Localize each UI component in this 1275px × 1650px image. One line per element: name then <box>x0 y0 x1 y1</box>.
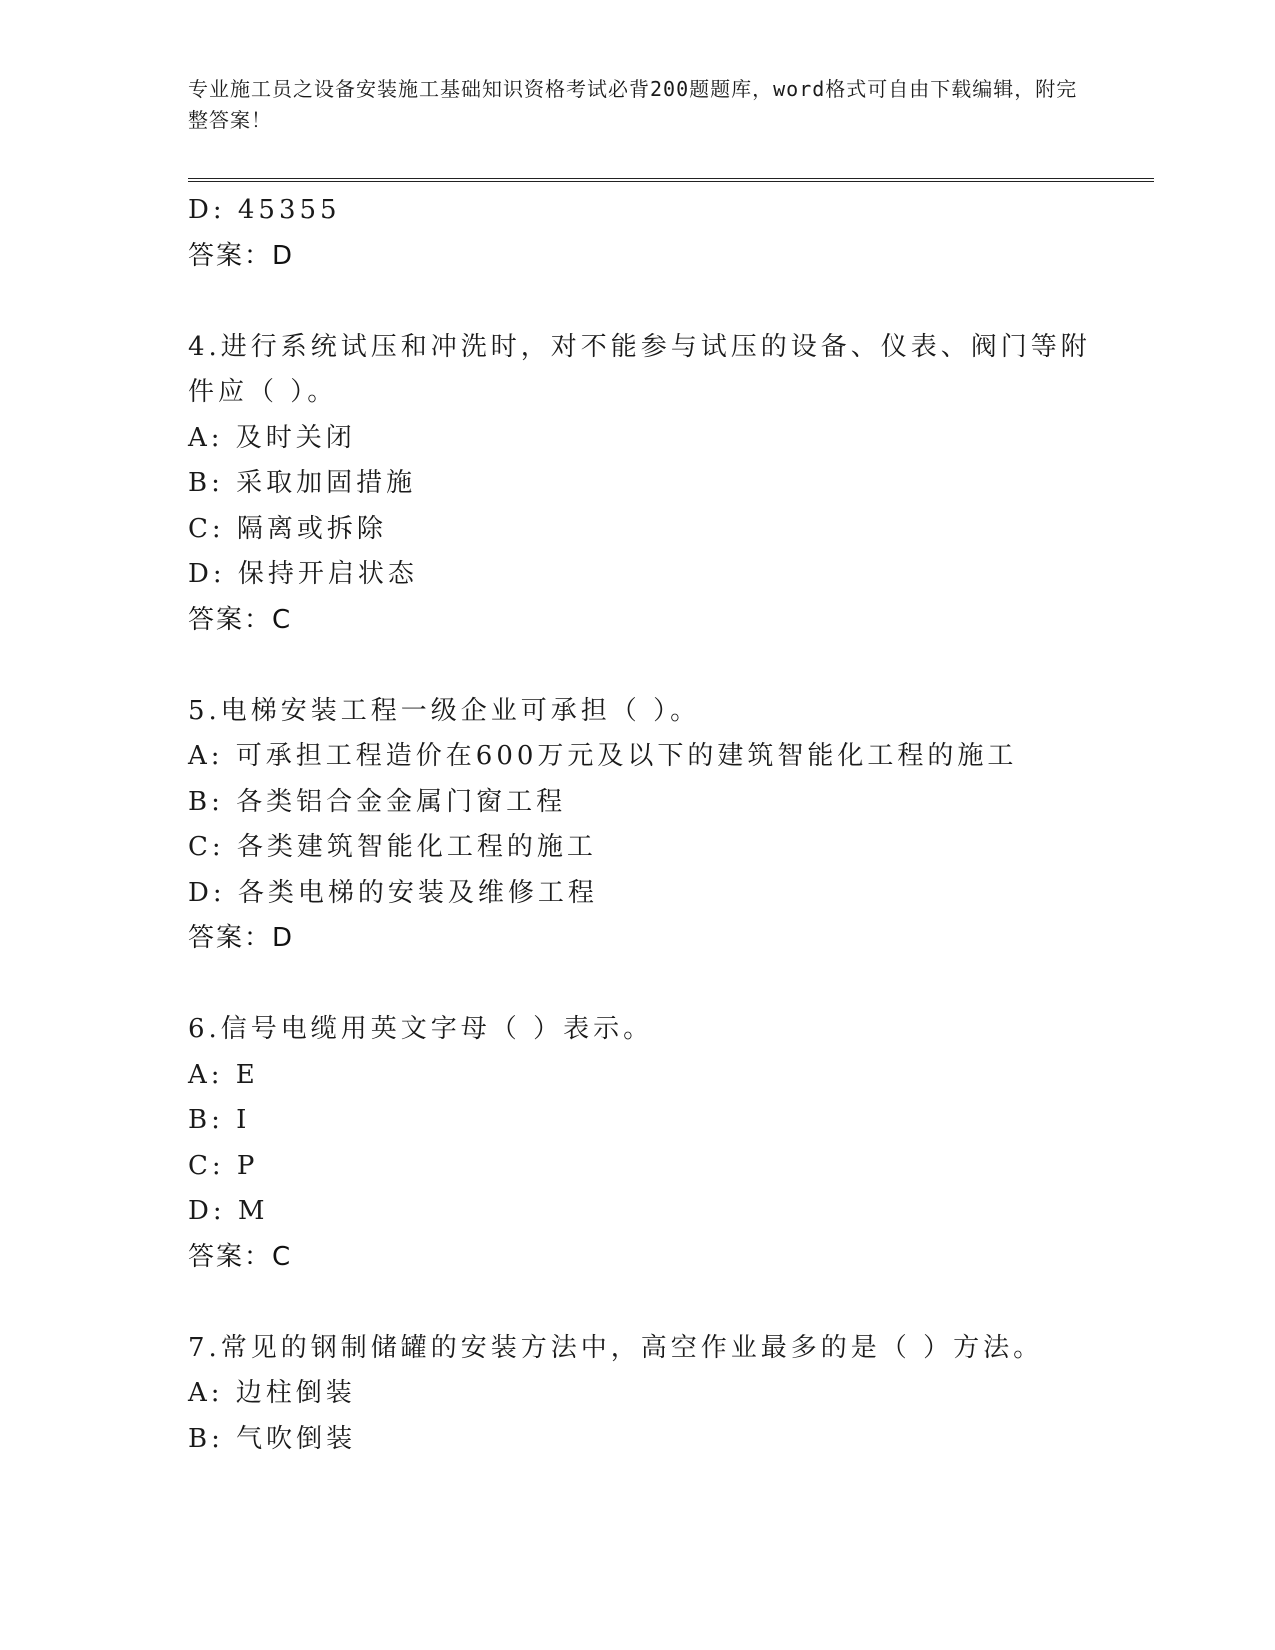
spacer <box>188 643 1088 689</box>
question-3-tail <box>188 188 1088 279</box>
spacer <box>188 1280 1088 1326</box>
option-b: B: 各类铝合金金属门窗工程 <box>188 786 567 817</box>
question-stem: 5.电梯安装工程一级企业可承担（ ）。 <box>188 695 701 726</box>
question-7 <box>188 1326 1088 1463</box>
question-stem: 7.常见的钢制储罐的安装方法中，高空作业最多的是（ ）方法。 <box>188 1332 1044 1363</box>
option-c: C: 隔离或拆除 <box>188 513 387 544</box>
question-list <box>188 188 1091 1462</box>
spacer <box>188 279 1088 325</box>
document-header: 专业施工员之设备安装施工基础知识资格考试必背200题题库，word格式可自由下载编辑，附完整答案！ <box>188 77 1078 132</box>
question-6 <box>188 1007 1088 1280</box>
option-d: D: 保持开启状态 <box>188 559 418 589</box>
option-a: A: 可承担工程造价在600万元及以下的建筑智能化工程的施工 <box>188 741 1018 771</box>
option-d: D: 45355 <box>188 195 341 225</box>
answer-label: 答案：C <box>188 1241 293 1272</box>
answer-label: 答案：D <box>188 923 295 953</box>
option-d: D: 各类电梯的安装及维修工程 <box>188 877 598 908</box>
question-5 <box>188 689 1088 962</box>
option-a: A: 边柱倒装 <box>188 1378 356 1408</box>
answer-label: 答案：D <box>188 240 295 271</box>
option-a: A: 及时关闭 <box>188 422 356 453</box>
option-c: C: 各类建筑智能化工程的施工 <box>188 832 597 862</box>
option-d: D: M <box>188 1196 269 1226</box>
spacer <box>188 962 1088 1008</box>
question-stem: 4.进行系统试压和冲洗时，对不能参与试压的设备、仪表、阀门等附 <box>188 331 1091 362</box>
option-b: B: 采取加固措施 <box>188 468 417 498</box>
option-a: A: E <box>188 1059 259 1090</box>
question-4 <box>188 325 1091 644</box>
header-divider <box>188 178 1154 182</box>
question-stem-continued: 件应（ ）。 <box>188 377 338 407</box>
question-stem: 6.信号电缆用英文字母（ ）表示。 <box>188 1014 654 1044</box>
option-b: B: I <box>188 1105 251 1135</box>
answer-label: 答案：C <box>188 604 293 635</box>
option-b: B: 气吹倒装 <box>188 1423 357 1454</box>
option-c: C: P <box>188 1150 259 1181</box>
